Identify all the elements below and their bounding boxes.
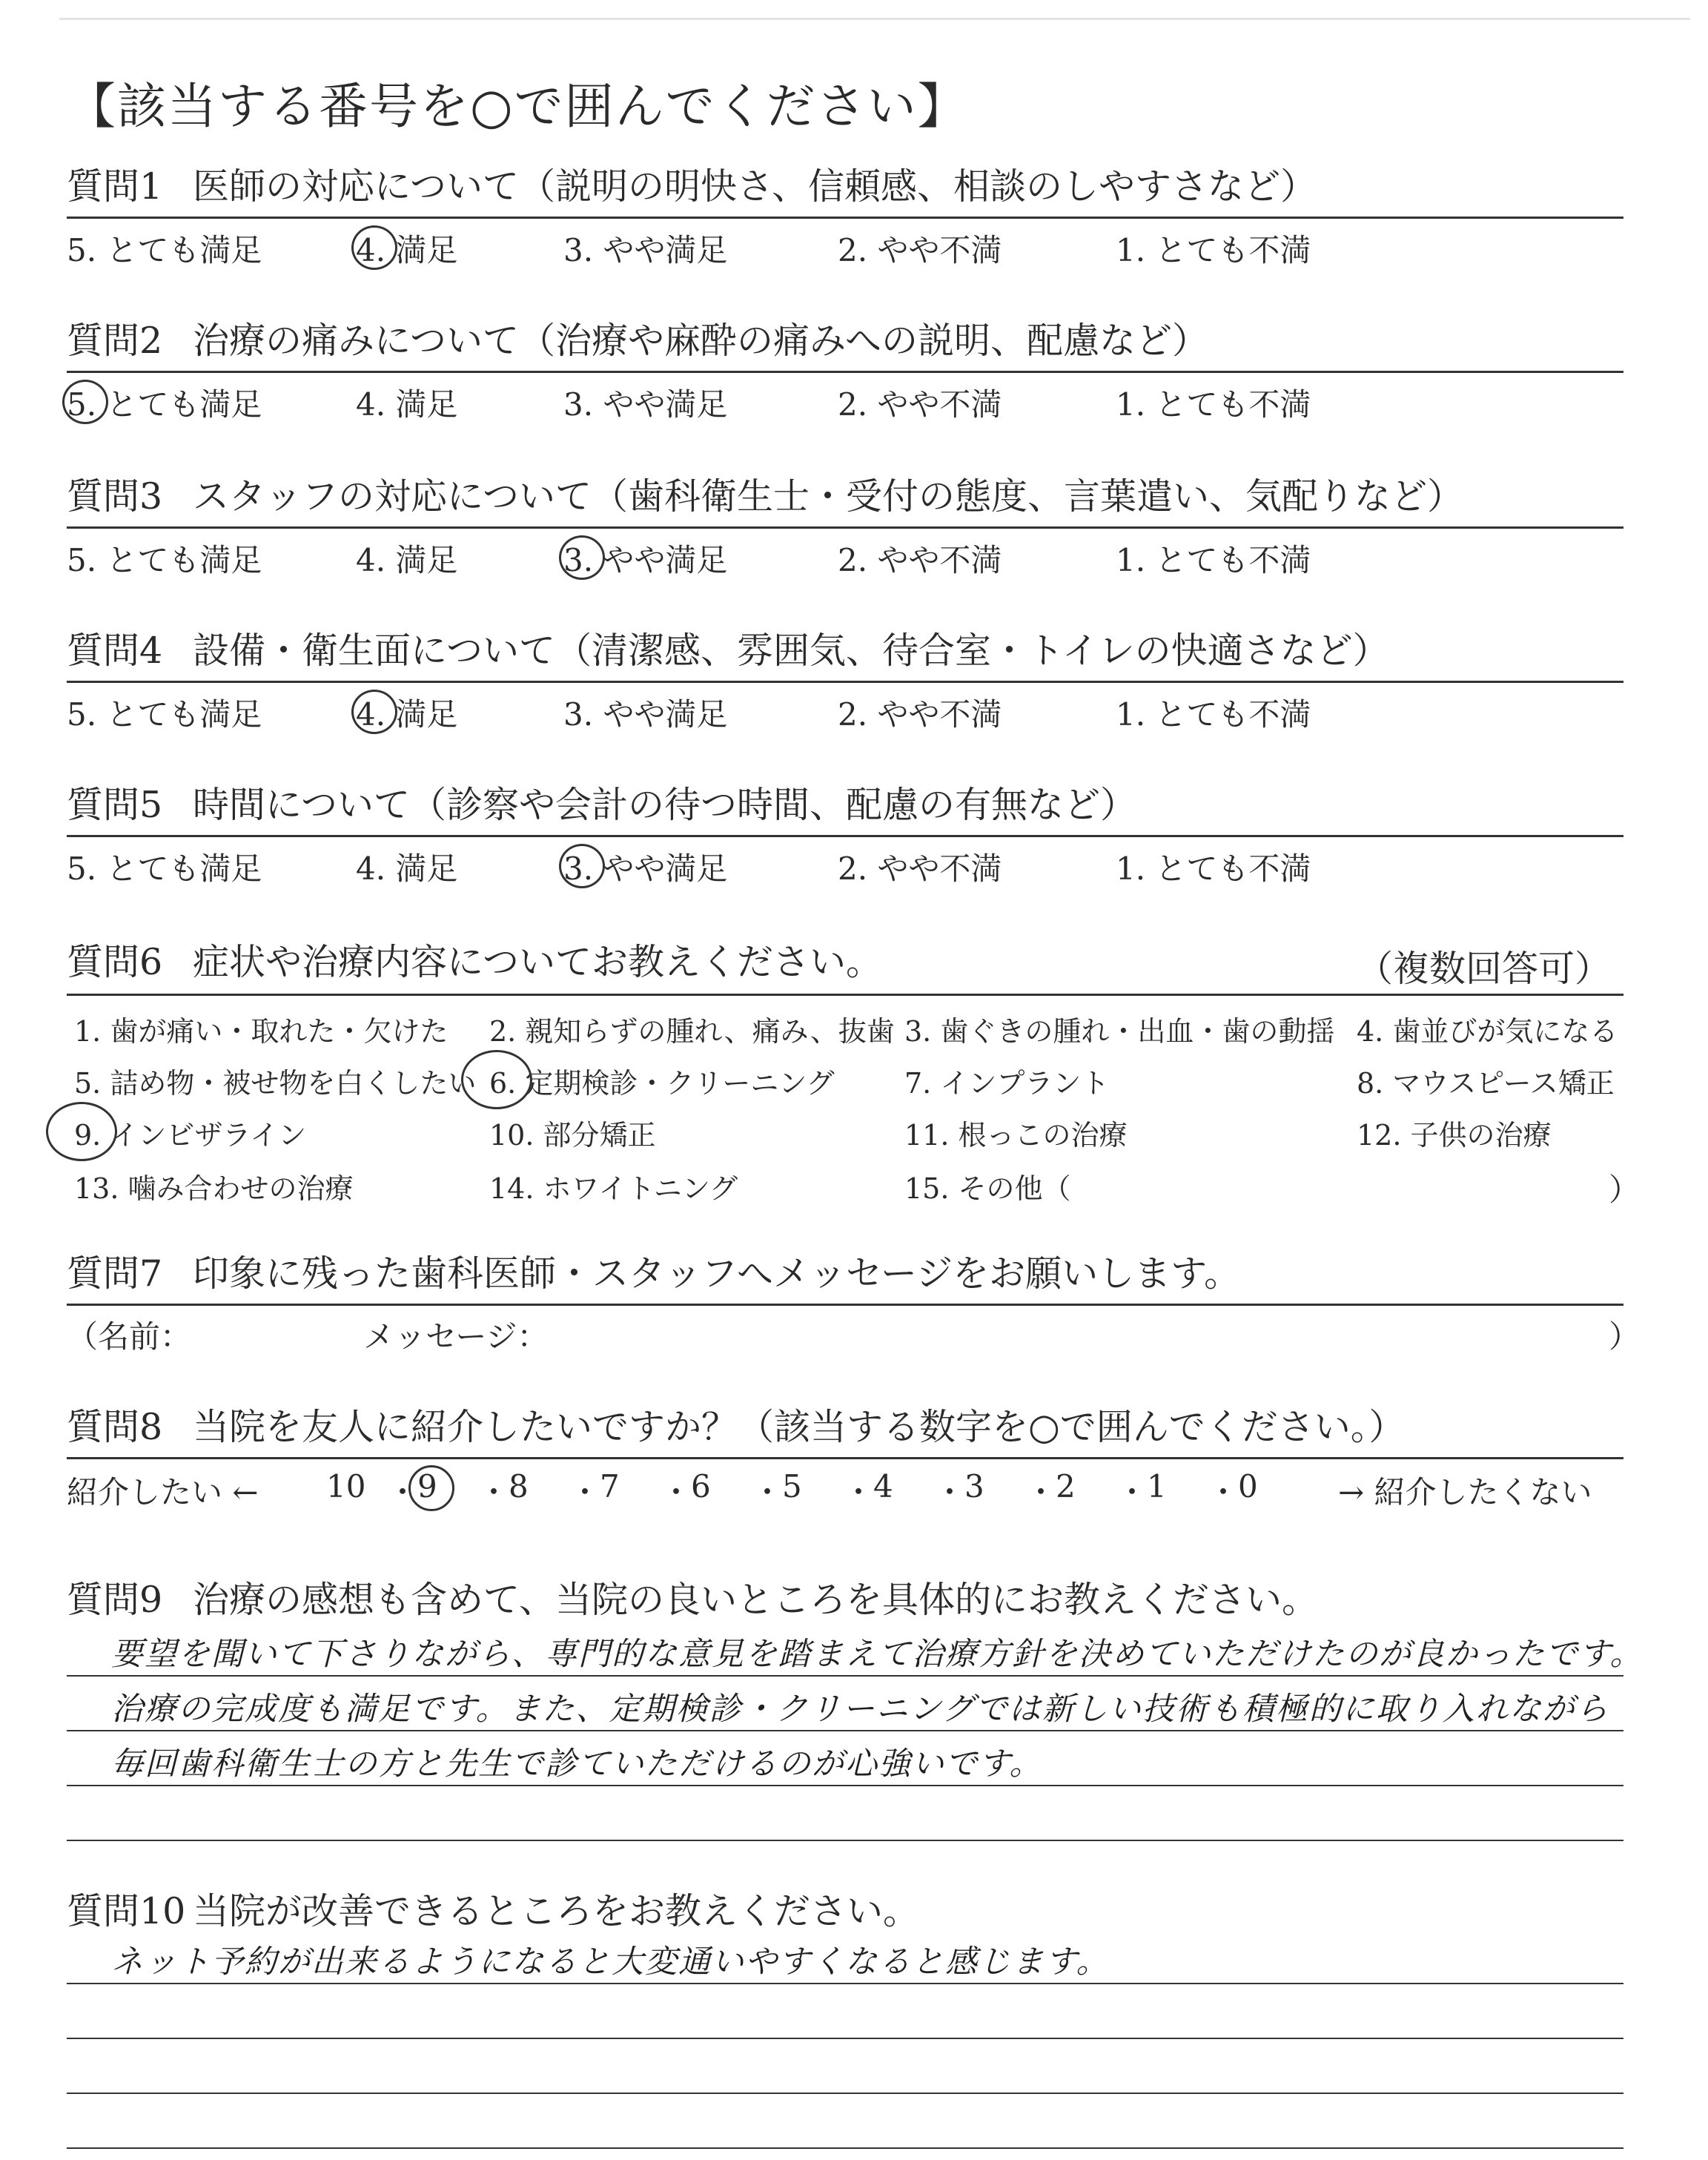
scale-option[interactable]: 3. やや満足 <box>563 232 728 268</box>
scale-separator-dot: ・ <box>1116 1474 1148 1510</box>
question-rule <box>67 526 1623 529</box>
scale-option[interactable]: 3. やや満足 <box>563 542 728 578</box>
treatment-option[interactable]: 2. 親知らずの腫れ、痛み、抜歯 <box>489 1015 895 1048</box>
question-number: 質問3 <box>67 475 163 518</box>
question-4 <box>67 629 1623 673</box>
multi-answer-note: （複数回答可） <box>1357 948 1612 990</box>
question-title: 症状や治療内容についてお教えください。 <box>193 941 883 983</box>
recommend-number[interactable]: 1 <box>1147 1468 1167 1505</box>
scale-option[interactable]: 3. やや満足 <box>563 851 728 887</box>
recommend-number[interactable]: 7 <box>600 1468 620 1505</box>
question-heading <box>67 165 1623 209</box>
question-number: 質問9 <box>67 1579 163 1621</box>
treatment-option[interactable]: 4. 歯並びが気になる <box>1357 1015 1618 1048</box>
scale-option[interactable]: 5. とても満足 <box>67 386 262 423</box>
message-label: メッセージ： <box>363 1318 549 1355</box>
question-10 <box>67 1889 1623 1934</box>
selected-circle <box>408 1465 454 1511</box>
question-title: 医師の対応について（説明の明快さ、信頼感、相談のしやすさなど） <box>193 165 1317 208</box>
scale-separator-dot: ・ <box>387 1474 419 1510</box>
scale-option[interactable]: 1. とても不満 <box>1116 232 1311 268</box>
other-close-paren: ） <box>1609 1172 1641 1208</box>
question-rule <box>67 1304 1623 1306</box>
scale-option[interactable]: 5. とても満足 <box>67 696 262 733</box>
answer-rule <box>67 1785 1623 1786</box>
scale-option[interactable]: 4. 満足 <box>356 542 458 578</box>
name-label: （名前： <box>67 1318 192 1355</box>
answer-rule <box>67 1840 1623 1841</box>
scale-separator-dot: ・ <box>934 1474 966 1510</box>
scale-separator-dot: ・ <box>843 1474 875 1510</box>
scale-option[interactable]: 1. とても不満 <box>1116 696 1311 733</box>
question-heading <box>67 475 1623 519</box>
handwritten-answer-line: 治療の完成度も満足です。また、定期検診・クリーニングでは新しい技術も積極的に取り入れながら <box>111 1691 1609 1728</box>
question-heading <box>67 629 1623 673</box>
treatment-option[interactable]: 14. ホワイトニング <box>489 1172 738 1205</box>
scale-option[interactable]: 3. やや満足 <box>563 386 728 423</box>
message-close-paren: ） <box>1609 1318 1641 1355</box>
scale-option[interactable]: 5. とても満足 <box>67 851 262 887</box>
question-2 <box>67 319 1623 363</box>
scale-option[interactable]: 5. とても満足 <box>67 232 262 268</box>
scale-separator-dot: ・ <box>1208 1474 1239 1510</box>
question-title: 当院が改善できるところをお教えください。 <box>193 1890 920 1932</box>
treatment-option[interactable]: 8. マウスピース矯正 <box>1357 1067 1615 1100</box>
question-rule <box>67 994 1623 996</box>
question-rule <box>67 835 1623 837</box>
answer-rule <box>67 2093 1623 2094</box>
recommend-right-label: → 紹介したくない <box>1338 1474 1592 1510</box>
question-3 <box>67 475 1623 519</box>
scale-option[interactable]: 2. やや不満 <box>838 696 1002 733</box>
recommend-number[interactable]: 8 <box>509 1468 529 1505</box>
question-rule <box>67 681 1623 683</box>
selected-circle <box>461 1050 532 1109</box>
scale-option[interactable]: 2. やや不満 <box>838 232 1002 268</box>
treatment-option[interactable]: 5. 詰め物・被せ物を白くしたい <box>74 1067 477 1100</box>
recommend-number[interactable]: 5 <box>782 1468 802 1505</box>
selected-circle <box>351 225 397 270</box>
recommend-number[interactable]: 10 <box>326 1468 366 1505</box>
form-header: 【該当する番号を○で囲んでください】 <box>67 78 968 135</box>
selected-circle <box>351 690 397 734</box>
question-rule <box>67 1457 1623 1459</box>
treatment-option[interactable]: 1. 歯が痛い・取れた・欠けた <box>74 1015 448 1048</box>
scale-option[interactable]: 4. 満足 <box>356 851 458 887</box>
recommend-number[interactable]: 3 <box>964 1468 984 1505</box>
top-border <box>59 18 1690 20</box>
scale-option[interactable]: 1. とても不満 <box>1116 851 1311 887</box>
scale-option[interactable]: 1. とても不満 <box>1116 386 1311 423</box>
question-7 <box>67 1252 1623 1296</box>
question-title: 印象に残った歯科医師・スタッフへメッセージをお願いします。 <box>193 1252 1241 1295</box>
question-heading <box>67 783 1623 828</box>
scale-option[interactable]: 4. 満足 <box>356 696 458 733</box>
treatment-option[interactable]: 9. インビザライン <box>74 1119 307 1152</box>
handwritten-answer-line: 毎回歯科衛生士の方と先生で診ていただけるのが心強いです。 <box>111 1745 1043 1783</box>
recommend-number[interactable]: 6 <box>691 1468 711 1505</box>
question-number: 質問8 <box>67 1406 163 1448</box>
scale-separator-dot: ・ <box>1025 1474 1057 1510</box>
answer-rule <box>67 1730 1623 1731</box>
scale-option[interactable]: 4. 満足 <box>356 386 458 423</box>
question-rule <box>67 217 1623 219</box>
recommend-number[interactable]: 4 <box>873 1468 893 1505</box>
question-title: 治療の痛みについて（治療や麻酔の痛みへの説明、配慮など） <box>193 320 1209 362</box>
handwritten-answer-line: 要望を聞いて下さりながら、専門的な意見を踏まえて治療方針を決めていただけたのが良かったです。 <box>111 1636 1644 1673</box>
selected-circle <box>559 535 605 580</box>
scale-separator-dot: ・ <box>661 1474 692 1510</box>
scale-separator-dot: ・ <box>569 1474 601 1510</box>
selected-circle <box>559 844 605 888</box>
treatment-option[interactable]: 11. 根っこの治療 <box>904 1119 1128 1152</box>
question-number: 質問7 <box>67 1252 163 1295</box>
scale-option[interactable]: 5. とても満足 <box>67 542 262 578</box>
treatment-option[interactable]: 10. 部分矯正 <box>489 1119 656 1152</box>
scale-option[interactable]: 1. とても不満 <box>1116 542 1311 578</box>
question-rule <box>67 371 1623 373</box>
recommend-number[interactable]: 9 <box>417 1468 437 1505</box>
question-number: 質問6 <box>67 941 163 983</box>
question-number: 質問1 <box>67 165 163 208</box>
question-heading <box>67 319 1623 363</box>
question-5 <box>67 783 1623 828</box>
scale-option[interactable]: 3. やや満足 <box>563 696 728 733</box>
handwritten-answer-line: ネット予約が出来るようになると大変通いやすくなると感じます。 <box>111 1943 1110 1981</box>
scale-separator-dot: ・ <box>752 1474 784 1510</box>
answer-rule <box>67 2147 1623 2149</box>
scale-option[interactable]: 2. やや不満 <box>838 542 1002 578</box>
question-8 <box>67 1405 1623 1450</box>
question-number: 質問5 <box>67 784 163 826</box>
question-title: 当院を友人に紹介したいですか？（該当する数字を○で囲んでください。） <box>193 1406 1406 1448</box>
answer-rule <box>67 1675 1623 1677</box>
answer-rule <box>67 1983 1623 1984</box>
question-number: 質問2 <box>67 320 163 362</box>
answer-rule <box>67 2038 1623 2039</box>
question-number: 質問10 <box>67 1890 186 1932</box>
recommend-number[interactable]: 2 <box>1056 1468 1076 1505</box>
selected-circle <box>62 380 108 424</box>
treatment-option[interactable]: 3. 歯ぐきの腫れ・出血・歯の動揺 <box>904 1015 1335 1048</box>
question-number: 質問4 <box>67 630 163 672</box>
scale-separator-dot: ・ <box>478 1474 510 1510</box>
treatment-option[interactable]: 13. 噛み合わせの治療 <box>74 1172 354 1205</box>
treatment-option[interactable]: 7. インプラント <box>904 1067 1110 1100</box>
scale-option[interactable]: 2. やや不満 <box>838 851 1002 887</box>
treatment-option[interactable]: 12. 子供の治療 <box>1357 1119 1552 1152</box>
question-title: スタッフの対応について（歯科衛生士・受付の態度、言葉遣い、気配りなど） <box>193 475 1464 518</box>
selected-circle <box>46 1102 117 1161</box>
question-9 <box>67 1578 1623 1622</box>
treatment-option[interactable]: 15. その他（ <box>904 1172 1071 1205</box>
question-title: 時間について（診察や会計の待つ時間、配慮の有無など） <box>193 784 1137 826</box>
scale-option[interactable]: 2. やや不満 <box>838 386 1002 423</box>
question-title: 設備・衛生面について（清潔感、雰囲気、待合室・トイレの快適さなど） <box>193 630 1389 672</box>
scale-option[interactable]: 4. 満足 <box>356 232 458 268</box>
treatment-option[interactable]: 6. 定期検診・クリーニング <box>489 1067 835 1100</box>
recommend-number[interactable]: 0 <box>1238 1468 1258 1505</box>
question-1 <box>67 165 1623 209</box>
recommend-left-label: 紹介したい ← <box>67 1474 259 1510</box>
question-title: 治療の感想も含めて、当院の良いところを具体的にお教えください。 <box>193 1579 1319 1621</box>
